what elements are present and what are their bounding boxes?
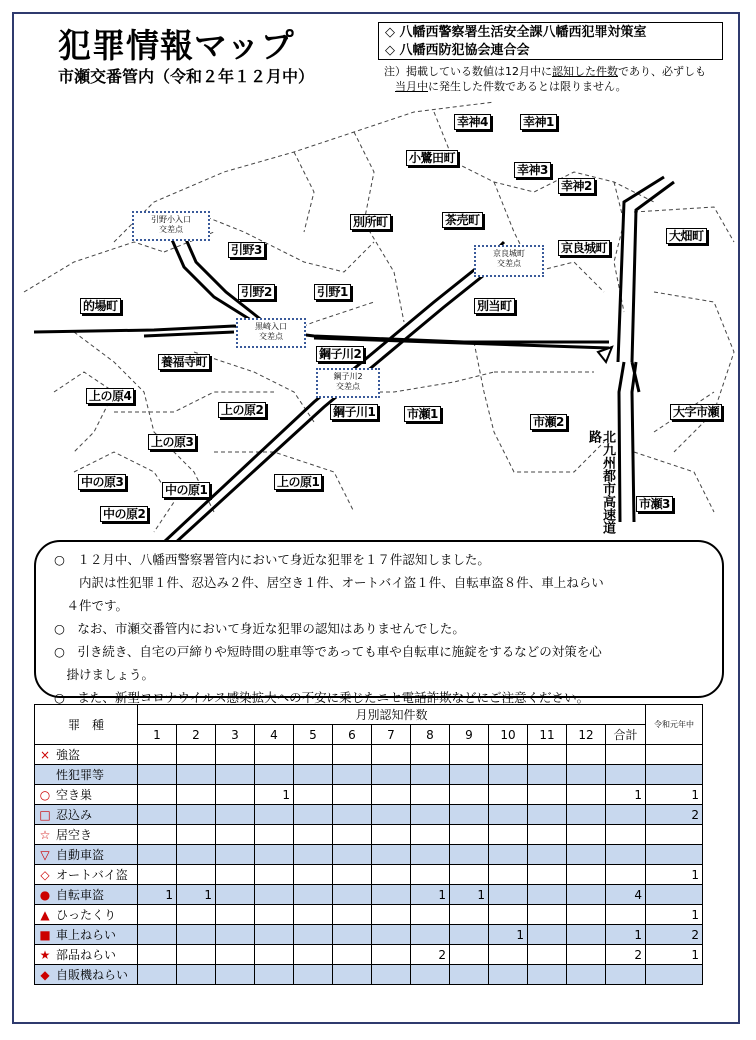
crossing-label: 交差点: [159, 225, 183, 234]
month-count-cell: [177, 765, 216, 785]
crime-type-cell: [35, 945, 138, 965]
month-count-cell: [138, 925, 177, 945]
crossing-box: [236, 318, 306, 348]
prev-year-cell: [646, 765, 703, 785]
month-count-cell: [294, 785, 333, 805]
month-count-cell: [138, 905, 177, 925]
message-line: ○ なお、市瀬交番管内において身近な犯罪の認知はありませんでした。: [54, 621, 465, 636]
area-label: 上の原3: [148, 434, 196, 450]
month-count-cell: [528, 805, 567, 825]
area-label: 上の原2: [218, 402, 266, 418]
month-count-cell: [489, 945, 528, 965]
crime-symbol-icon: ★: [39, 948, 51, 962]
crossing-box: [132, 211, 210, 241]
note-underline-1: 認知した件数: [552, 65, 618, 78]
month-count-cell: [411, 825, 450, 845]
month-count-cell: [294, 905, 333, 925]
crime-type-label: 部品ねらい: [56, 948, 117, 962]
total-cell: [606, 825, 646, 845]
area-label: 大畑町: [666, 228, 707, 244]
month-count-cell: [450, 905, 489, 925]
month-count-cell: [255, 965, 294, 985]
month-count-cell: 1: [450, 885, 489, 905]
crime-type-cell: [35, 865, 138, 885]
crime-type-cell: [35, 905, 138, 925]
message-line: ○ 引き続き、自宅の戸締りや短時間の駐車等であっても車や自転車に施錠をするなどの対策を心: [54, 644, 602, 659]
org-line-2: ◇ 八幡西防犯協会連合会: [385, 43, 530, 58]
area-label: 鋼子川1: [330, 404, 378, 420]
month-count-cell: [567, 765, 606, 785]
crime-type-label: 忍込み: [56, 808, 93, 822]
month-header: 5: [294, 725, 333, 745]
total-cell: 4: [606, 885, 646, 905]
note-prefix: 注）掲載している数値は12月中に: [384, 65, 552, 78]
area-label: 上の原1: [274, 474, 322, 490]
month-count-cell: [255, 825, 294, 845]
area-label: 別所町: [350, 214, 391, 230]
month-count-cell: [450, 745, 489, 765]
crime-type-label: 空き巣: [56, 788, 93, 802]
month-count-cell: [138, 805, 177, 825]
prev-year-cell: 2: [646, 925, 703, 945]
area-label: 市瀬1: [404, 406, 441, 422]
prev-year-cell: 1: [646, 865, 703, 885]
month-count-cell: [294, 865, 333, 885]
month-count-cell: [216, 865, 255, 885]
crime-symbol-icon: ☆: [39, 828, 51, 842]
month-count-cell: [294, 845, 333, 865]
month-count-cell: [567, 745, 606, 765]
crime-type-cell: [35, 765, 138, 785]
page-title: 犯罪情報マップ: [58, 26, 295, 65]
month-header: 1: [138, 725, 177, 745]
crime-type-cell: [35, 845, 138, 865]
area-label: 上の原4: [86, 388, 134, 404]
crossing-label: 引野小入口: [151, 215, 191, 224]
month-count-cell: [528, 825, 567, 845]
month-count-cell: [528, 785, 567, 805]
crossing-label: 交差点: [336, 382, 360, 391]
month-count-cell: [411, 805, 450, 825]
crossing-label: 鋼子川2: [333, 372, 363, 381]
month-count-cell: [138, 945, 177, 965]
crime-symbol-icon: ▽: [40, 848, 50, 862]
month-count-cell: [528, 965, 567, 985]
crime-type-label: 性犯罪等: [56, 768, 105, 782]
total-cell: [606, 745, 646, 765]
month-count-cell: [450, 825, 489, 845]
month-count-cell: [294, 945, 333, 965]
month-count-cell: [567, 885, 606, 905]
total-cell: [606, 845, 646, 865]
crime-symbol-icon: ●: [39, 888, 51, 902]
month-header: 11: [528, 725, 567, 745]
crime-type-label: 自販機ねらい: [56, 968, 129, 982]
month-count-cell: [372, 925, 411, 945]
table-row: [35, 865, 703, 885]
crossing-box: [474, 245, 544, 277]
prev-year-cell: 1: [646, 905, 703, 925]
month-count-cell: [528, 865, 567, 885]
month-count-cell: [333, 945, 372, 965]
month-count-cell: [255, 845, 294, 865]
month-count-cell: [255, 765, 294, 785]
message-box: [34, 540, 724, 705]
month-count-cell: [528, 745, 567, 765]
month-count-cell: [411, 845, 450, 865]
crime-type-label: 強盗: [56, 748, 81, 762]
month-count-cell: [567, 785, 606, 805]
month-count-cell: [372, 765, 411, 785]
crossing-label: 交差点: [497, 259, 521, 268]
crime-type-cell: [35, 745, 138, 765]
crime-type-label: 自動車盗: [56, 848, 105, 862]
area-label: 幸神1: [520, 114, 557, 130]
month-count-cell: [138, 825, 177, 845]
month-count-cell: [450, 765, 489, 785]
crime-symbol-icon: □: [39, 808, 51, 822]
total-cell: 1: [606, 785, 646, 805]
month-count-cell: [450, 865, 489, 885]
month-count-cell: [216, 965, 255, 985]
total-cell: 2: [606, 945, 646, 965]
month-count-cell: [333, 785, 372, 805]
area-label: 引野3: [228, 242, 265, 258]
month-count-cell: [528, 925, 567, 945]
table-row: [35, 905, 703, 925]
month-count-cell: [177, 925, 216, 945]
area-label: 的場町: [80, 298, 121, 314]
crime-type-label: 居空き: [56, 828, 93, 842]
table-row: [35, 825, 703, 845]
month-count-cell: [177, 865, 216, 885]
month-count-cell: [138, 785, 177, 805]
month-count-cell: [294, 745, 333, 765]
month-count-cell: [177, 745, 216, 765]
crossing-label: 京良城町: [493, 249, 525, 258]
month-count-cell: 1: [489, 925, 528, 945]
table-row: [35, 965, 703, 985]
area-label: 京良城町: [558, 240, 610, 256]
area-label: 小鷺田町: [406, 150, 458, 166]
month-count-cell: [528, 945, 567, 965]
crime-type-cell: [35, 965, 138, 985]
crime-type-cell: [35, 885, 138, 905]
data-note: [384, 64, 724, 94]
month-count-cell: [489, 965, 528, 985]
table-row: [35, 805, 703, 825]
month-count-cell: [177, 845, 216, 865]
month-count-cell: [372, 905, 411, 925]
area-label: 養福寺町: [158, 354, 210, 370]
note-mid: であり、必ずしも: [618, 65, 706, 78]
prev-year-cell: [646, 965, 703, 985]
month-count-cell: [216, 805, 255, 825]
month-count-cell: [294, 925, 333, 945]
prev-year-cell: 1: [646, 785, 703, 805]
table-row: [35, 745, 703, 765]
month-count-cell: [333, 805, 372, 825]
prev-year-cell: 2: [646, 805, 703, 825]
month-count-cell: [216, 845, 255, 865]
month-count-cell: [216, 825, 255, 845]
month-count-cell: [489, 785, 528, 805]
total-cell: [606, 805, 646, 825]
month-count-cell: 1: [411, 885, 450, 905]
month-header: 3: [216, 725, 255, 745]
month-count-cell: [489, 865, 528, 885]
note-suffix: に発生した件数であるとは限りません。: [428, 80, 627, 93]
crime-symbol-icon: ×: [39, 748, 51, 762]
crime-type-label: ひったくり: [56, 908, 117, 922]
area-label: 市瀬3: [636, 496, 673, 512]
month-count-cell: [567, 945, 606, 965]
area-label: 茶売町: [442, 212, 483, 228]
month-count-cell: [177, 945, 216, 965]
month-count-cell: [411, 925, 450, 945]
month-count-cell: [138, 765, 177, 785]
month-count-cell: [177, 905, 216, 925]
organization-box: [378, 22, 723, 60]
month-count-cell: [411, 865, 450, 885]
crossing-label: 黒崎入口: [255, 322, 287, 331]
message-line: 内訳は性犯罪１件、忍込み２件、居空き１件、オートバイ盗１件、自転車盗８件、車上ねらい: [54, 575, 604, 590]
month-count-cell: [138, 845, 177, 865]
area-label: 幸神3: [514, 162, 551, 178]
crime-symbol-icon: ▲: [40, 908, 50, 922]
month-count-cell: [372, 845, 411, 865]
month-header: 10: [489, 725, 528, 745]
message-line: ○ １２月中、八幡西警察署管内において身近な犯罪を１７件認知しました。: [54, 552, 490, 567]
month-count-cell: [411, 905, 450, 925]
month-count-cell: [372, 885, 411, 905]
month-header: 9: [450, 725, 489, 745]
month-count-cell: [138, 965, 177, 985]
crime-type-cell: [35, 825, 138, 845]
month-count-cell: [567, 805, 606, 825]
month-count-cell: [528, 885, 567, 905]
month-header: 7: [372, 725, 411, 745]
message-line: ○ また、新型コロナウイルス感染拡大への不安に乗じたニセ電話詐欺などにご注意ください。: [54, 690, 590, 705]
month-count-cell: [294, 885, 333, 905]
month-count-cell: [138, 865, 177, 885]
crime-symbol-icon: ◇: [40, 868, 50, 882]
month-count-cell: [294, 965, 333, 985]
month-count-cell: [411, 785, 450, 805]
month-count-cell: [489, 805, 528, 825]
month-count-cell: [216, 785, 255, 805]
month-count-cell: [450, 785, 489, 805]
month-count-cell: [567, 965, 606, 985]
month-count-cell: [372, 785, 411, 805]
month-count-cell: [255, 865, 294, 885]
crime-type-cell: [35, 805, 138, 825]
crime-type-label: 車上ねらい: [56, 928, 117, 942]
month-header: 4: [255, 725, 294, 745]
month-count-cell: [372, 965, 411, 985]
total-cell: [606, 965, 646, 985]
month-count-cell: [567, 845, 606, 865]
crime-type-label: オートバイ盗: [56, 868, 128, 882]
month-count-cell: 2: [411, 945, 450, 965]
month-count-cell: [294, 805, 333, 825]
month-count-cell: [216, 925, 255, 945]
month-count-cell: [489, 765, 528, 785]
month-count-cell: [294, 765, 333, 785]
crime-symbol-icon: ○: [39, 788, 51, 802]
month-count-cell: [489, 845, 528, 865]
month-count-cell: [372, 865, 411, 885]
month-header: 8: [411, 725, 450, 745]
prev-year-cell: [646, 885, 703, 905]
prev-year-cell: [646, 845, 703, 865]
page-subtitle: 市瀬交番管内（令和２年１２月中）: [58, 67, 315, 86]
prev-year-cell: [646, 825, 703, 845]
area-label: 中の原3: [78, 474, 126, 490]
crime-stats-table-wrap: [34, 704, 703, 985]
table-row: [35, 765, 703, 785]
month-count-cell: [567, 865, 606, 885]
area-label: 大字市瀬: [670, 404, 722, 420]
org-line-1: ◇ 八幡西警察署生活安全課八幡西犯罪対策室: [385, 25, 647, 40]
area-label: 幸神2: [558, 178, 595, 194]
month-count-cell: [333, 925, 372, 945]
month-count-cell: [216, 885, 255, 905]
month-count-cell: [372, 825, 411, 845]
month-count-cell: [411, 965, 450, 985]
crime-symbol-icon: ◆: [40, 968, 50, 982]
crime-stats-body: [35, 745, 703, 985]
month-count-cell: [333, 825, 372, 845]
area-label: 引野1: [314, 284, 351, 300]
month-count-cell: [489, 885, 528, 905]
area-label: 市瀬2: [530, 414, 567, 430]
crime-type-label: 自転車盗: [56, 888, 105, 902]
month-count-cell: [216, 905, 255, 925]
month-count-cell: [450, 805, 489, 825]
crime-type-header: 罪 種: [35, 705, 138, 745]
prev-year-header: 令和元年中: [646, 705, 703, 745]
crime-map: [14, 92, 738, 542]
crime-stats-table: [34, 704, 703, 985]
note-underline-2: 当月中: [395, 80, 428, 93]
area-label: 引野2: [238, 284, 275, 300]
crossing-label: 交差点: [259, 332, 283, 341]
month-count-cell: [567, 825, 606, 845]
month-count-cell: [294, 825, 333, 845]
month-count-cell: [333, 885, 372, 905]
month-count-cell: [177, 785, 216, 805]
monthly-count-header: 月別認知件数: [138, 705, 646, 725]
table-row: [35, 785, 703, 805]
month-count-cell: [450, 945, 489, 965]
month-count-cell: [450, 925, 489, 945]
area-label: 幸神4: [454, 114, 491, 130]
month-header: 2: [177, 725, 216, 745]
month-count-cell: [372, 805, 411, 825]
month-count-cell: [528, 845, 567, 865]
month-count-cell: [255, 945, 294, 965]
highway-label: 北九州都市高速道路: [586, 430, 615, 534]
month-header: 合計: [606, 725, 646, 745]
prev-year-cell: 1: [646, 945, 703, 965]
crime-type-cell: [35, 785, 138, 805]
month-count-cell: [450, 965, 489, 985]
month-count-cell: [216, 945, 255, 965]
month-count-cell: 1: [138, 885, 177, 905]
crossing-box: [316, 368, 380, 398]
month-count-cell: [255, 905, 294, 925]
month-count-cell: [255, 805, 294, 825]
month-count-cell: [411, 765, 450, 785]
message-line: ４件です。: [54, 598, 129, 613]
prev-year-cell: [646, 745, 703, 765]
total-cell: [606, 905, 646, 925]
month-count-cell: [450, 845, 489, 865]
month-count-cell: 1: [255, 785, 294, 805]
month-count-cell: [333, 865, 372, 885]
month-count-cell: [567, 925, 606, 945]
area-label: 中の原1: [162, 482, 210, 498]
month-count-cell: [255, 885, 294, 905]
total-cell: [606, 865, 646, 885]
month-header: 12: [567, 725, 606, 745]
month-count-cell: [177, 965, 216, 985]
month-count-cell: [216, 745, 255, 765]
month-count-cell: [489, 825, 528, 845]
month-count-cell: [333, 765, 372, 785]
month-count-cell: [333, 965, 372, 985]
message-line: 掛けましょう。: [54, 667, 155, 682]
month-count-cell: [333, 745, 372, 765]
month-count-cell: [216, 765, 255, 785]
month-count-cell: [372, 745, 411, 765]
month-count-cell: [255, 925, 294, 945]
table-row: [35, 845, 703, 865]
month-count-cell: [177, 805, 216, 825]
month-count-cell: [255, 745, 294, 765]
table-row: [35, 925, 703, 945]
total-cell: 1: [606, 925, 646, 945]
month-count-cell: [489, 905, 528, 925]
month-count-cell: [372, 945, 411, 965]
month-count-cell: [489, 745, 528, 765]
month-count-cell: [138, 745, 177, 765]
month-count-cell: [333, 845, 372, 865]
area-label: 鋼子川2: [316, 346, 364, 362]
area-label: 別当町: [474, 298, 515, 314]
area-label: 中の原2: [100, 506, 148, 522]
month-count-cell: [411, 745, 450, 765]
month-count-cell: [177, 825, 216, 845]
table-row: [35, 945, 703, 965]
crime-type-cell: [35, 925, 138, 945]
month-count-cell: [528, 765, 567, 785]
crime-symbol-icon: ■: [39, 928, 51, 942]
table-row: [35, 885, 703, 905]
month-count-cell: [528, 905, 567, 925]
month-header: 6: [333, 725, 372, 745]
month-count-cell: [333, 905, 372, 925]
total-cell: [606, 765, 646, 785]
month-count-cell: 1: [177, 885, 216, 905]
month-count-cell: [567, 905, 606, 925]
